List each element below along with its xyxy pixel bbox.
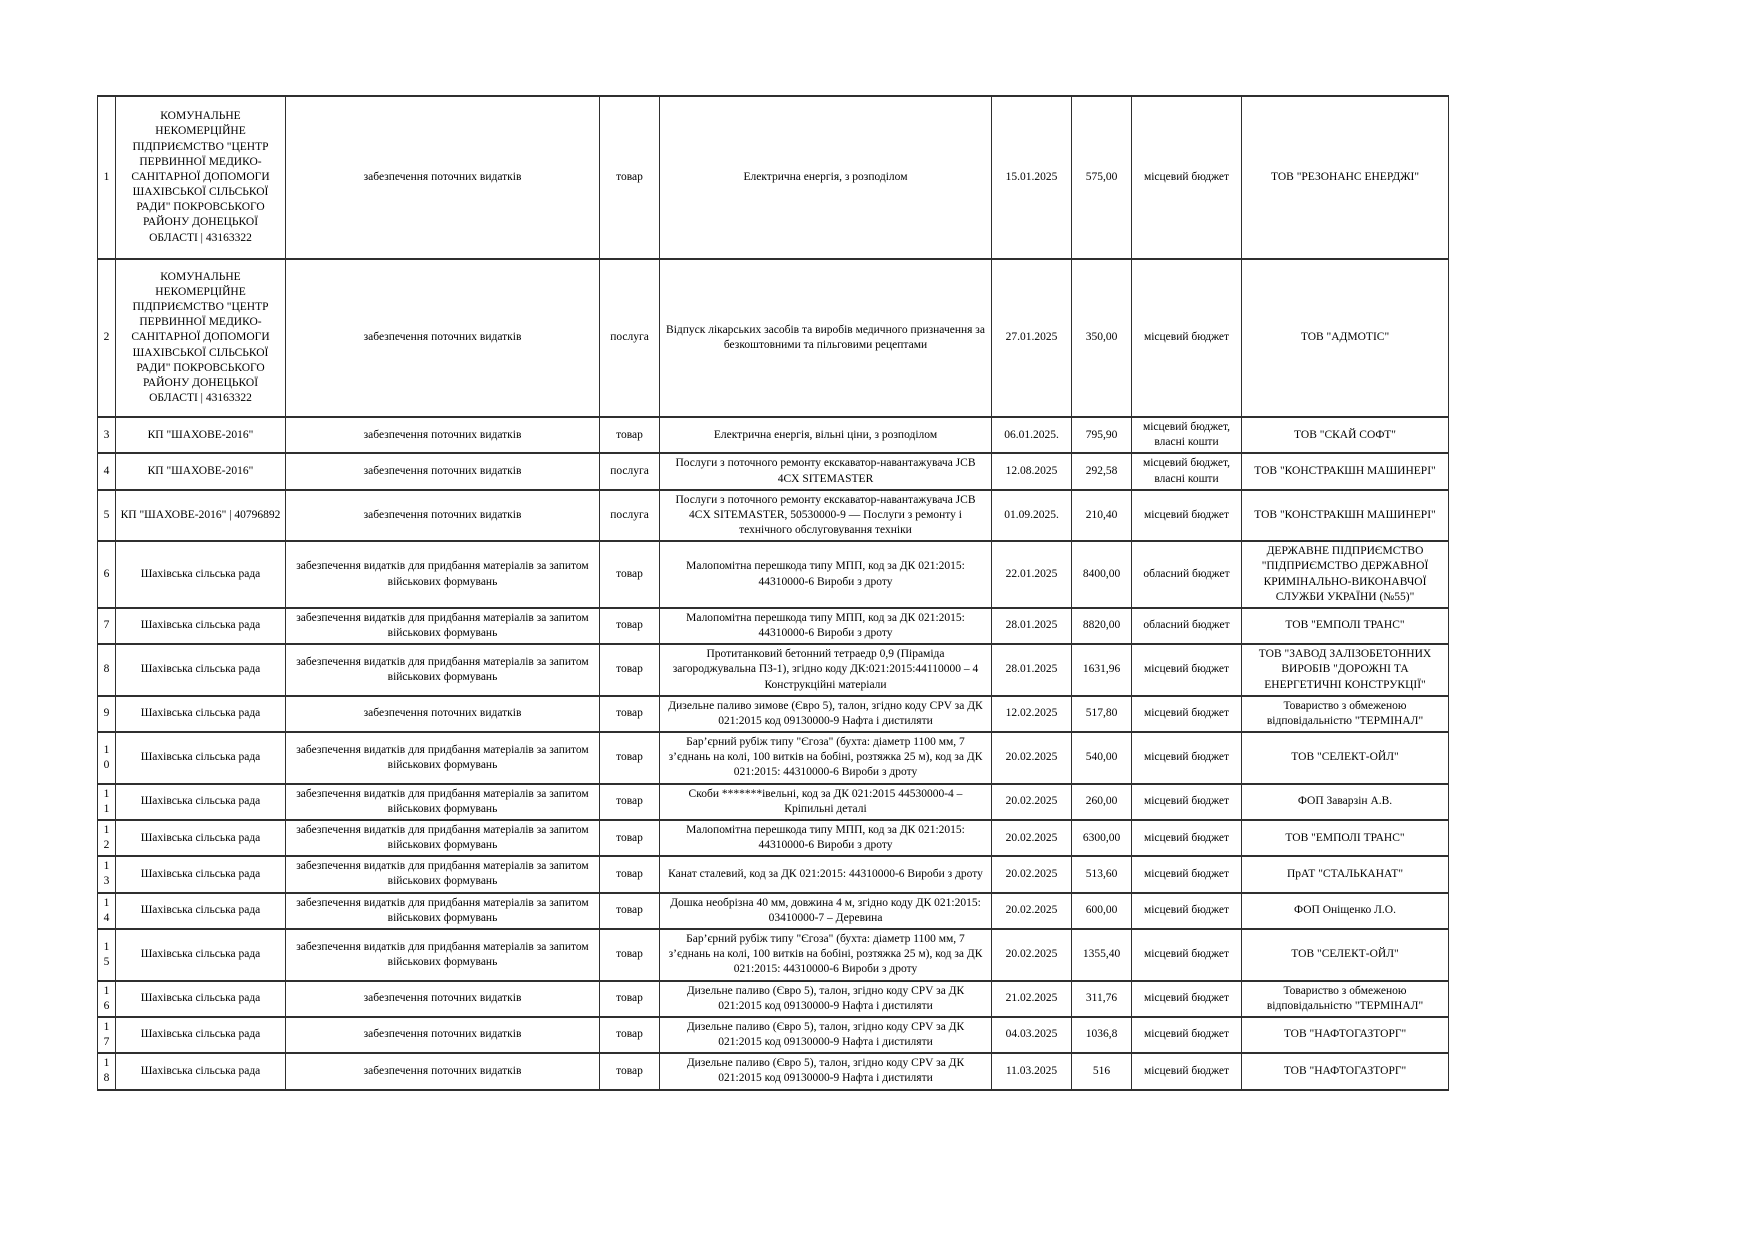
cell-amount: 8400,00 [1072,541,1132,608]
cell-type: товар [600,644,660,696]
cell-funding-source: місцевий бюджет [1132,929,1242,981]
cell-row-number: 12 [98,820,116,856]
cell-date: 20.02.2025 [992,893,1072,929]
cell-description: Скоби *******івельні, код за ДК 021:2015 44530000-4 – Кріпильні деталі [660,784,992,820]
cell-purpose: забезпечення видатків для придбання матеріалів за запитом військових формувань [286,784,600,820]
cell-type: товар [600,696,660,732]
cell-type: товар [600,608,660,644]
cell-supplier: ТОВ "КОНСТРАКШН МАШИНЕРІ" [1242,453,1449,489]
cell-row-number: 4 [98,453,116,489]
cell-organization: Шахівська сільська рада [116,893,286,929]
cell-date: 20.02.2025 [992,929,1072,981]
table-row [98,856,1449,892]
cell-supplier: ТОВ "ЕМПОЛІ ТРАНС" [1242,608,1449,644]
cell-supplier: ТОВ "СКАЙ СОФТ" [1242,417,1449,453]
cell-organization: КП "ШАХОВЕ-2016" [116,417,286,453]
cell-amount: 540,00 [1072,732,1132,784]
cell-supplier: ТОВ "КОНСТРАКШН МАШИНЕРІ" [1242,490,1449,542]
cell-supplier: ТОВ "АДМОТІС" [1242,259,1449,417]
cell-funding-source: місцевий бюджет [1132,1017,1242,1053]
cell-purpose: забезпечення видатків для придбання матеріалів за запитом військових формувань [286,929,600,981]
cell-type: товар [600,1017,660,1053]
cell-amount: 517,80 [1072,696,1132,732]
cell-amount: 6300,00 [1072,820,1132,856]
cell-row-number: 8 [98,644,116,696]
cell-row-number: 16 [98,981,116,1017]
cell-row-number: 18 [98,1053,116,1089]
cell-supplier: ДЕРЖАВНЕ ПІДПРИЄМСТВО "ПІДПРИЄМСТВО ДЕРЖАВНОЇ КРИМІНАЛЬНО-ВИКОНАВЧОЇ СЛУЖБИ УКРАЇНИ (№55)" [1242,541,1449,608]
cell-purpose: забезпечення видатків для придбання матеріалів за запитом військових формувань [286,732,600,784]
cell-description: Послуги з поточного ремонту екскаватор-навантажувача JCB 4CX SITEMASTER, 50530000-9 — Послуги з ремонту і технічного обслуговування техніки [660,490,992,542]
cell-date: 28.01.2025 [992,644,1072,696]
cell-row-number: 3 [98,417,116,453]
cell-row-number: 1 [98,96,116,259]
cell-organization: Шахівська сільська рада [116,644,286,696]
cell-date: 11.03.2025 [992,1053,1072,1089]
cell-type: послуга [600,490,660,542]
cell-funding-source: обласний бюджет [1132,541,1242,608]
cell-funding-source: місцевий бюджет [1132,981,1242,1017]
cell-description: Дизельне паливо (Євро 5), талон, згідно коду CPV за ДК 021:2015 код 09130000-9 Нафта і дистиляти [660,1053,992,1089]
cell-date: 22.01.2025 [992,541,1072,608]
cell-amount: 1036,8 [1072,1017,1132,1053]
table-row [98,732,1449,784]
cell-description: Електрична енергія, вільні ціни, з розподілом [660,417,992,453]
cell-supplier: ТОВ "ЗАВОД ЗАЛІЗОБЕТОННИХ ВИРОБІВ "ДОРОЖНІ ТА ЕНЕРГЕТИЧНІ КОНСТРУКЦІЇ" [1242,644,1449,696]
cell-purpose: забезпечення поточних видатків [286,259,600,417]
cell-purpose: забезпечення поточних видатків [286,981,600,1017]
expenditures-table [97,95,1449,1091]
cell-amount: 292,58 [1072,453,1132,489]
cell-supplier: ТОВ "РЕЗОНАНС ЕНЕРДЖІ" [1242,96,1449,259]
cell-type: товар [600,541,660,608]
cell-type: товар [600,981,660,1017]
cell-date: 15.01.2025 [992,96,1072,259]
cell-row-number: 10 [98,732,116,784]
cell-organization: Шахівська сільська рада [116,1053,286,1089]
cell-date: 28.01.2025 [992,608,1072,644]
cell-amount: 260,00 [1072,784,1132,820]
cell-date: 12.02.2025 [992,696,1072,732]
cell-amount: 600,00 [1072,893,1132,929]
cell-description: Відпуск лікарських засобів та виробів медичного призначення за безкоштовними та пільговими рецептами [660,259,992,417]
cell-supplier: ТОВ "ЕМПОЛІ ТРАНС" [1242,820,1449,856]
cell-type: послуга [600,259,660,417]
cell-supplier: ТОВ "СЕЛЕКТ-ОЙЛ" [1242,732,1449,784]
table-row [98,696,1449,732]
cell-purpose: забезпечення поточних видатків [286,490,600,542]
cell-purpose: забезпечення поточних видатків [286,417,600,453]
table-row [98,541,1449,608]
cell-organization: КП "ШАХОВЕ-2016" | 40796892 [116,490,286,542]
cell-amount: 350,00 [1072,259,1132,417]
cell-row-number: 5 [98,490,116,542]
cell-organization: Шахівська сільська рада [116,820,286,856]
table-row [98,608,1449,644]
cell-type: товар [600,929,660,981]
cell-type: товар [600,417,660,453]
cell-purpose: забезпечення видатків для придбання матеріалів за запитом військових формувань [286,644,600,696]
cell-row-number: 17 [98,1017,116,1053]
cell-date: 20.02.2025 [992,732,1072,784]
table-row [98,490,1449,542]
cell-organization: Шахівська сільська рада [116,784,286,820]
cell-amount: 513,60 [1072,856,1132,892]
cell-date: 12.08.2025 [992,453,1072,489]
cell-purpose: забезпечення поточних видатків [286,1017,600,1053]
cell-organization: Шахівська сільська рада [116,541,286,608]
cell-funding-source: місцевий бюджет [1132,820,1242,856]
cell-organization: Шахівська сільська рада [116,856,286,892]
cell-description: Канат сталевий, код за ДК 021:2015: 44310000-6 Вироби з дроту [660,856,992,892]
cell-organization: Шахівська сільська рада [116,981,286,1017]
cell-organization: КОМУНАЛЬНЕ НЕКОМЕРЦІЙНЕ ПІДПРИЄМСТВО "ЦЕНТР ПЕРВИННОЇ МЕДИКО-САНІТАРНОЇ ДОПОМОГИ ШАХІВСЬКОЇ СІЛЬСЬКОЇ РАДИ" ПОКРОВСЬКОГО РАЙОНУ ДОНЕЦЬКОЇ ОБЛАСТІ | 43163322 [116,96,286,259]
table-row [98,820,1449,856]
cell-row-number: 13 [98,856,116,892]
table-row [98,784,1449,820]
cell-purpose: забезпечення видатків для придбання матеріалів за запитом військових формувань [286,893,600,929]
cell-funding-source: місцевий бюджет, власні кошти [1132,417,1242,453]
cell-funding-source: місцевий бюджет [1132,644,1242,696]
cell-organization: Шахівська сільська рада [116,929,286,981]
cell-funding-source: місцевий бюджет [1132,696,1242,732]
cell-amount: 1355,40 [1072,929,1132,981]
cell-organization: Шахівська сільська рада [116,732,286,784]
cell-type: товар [600,856,660,892]
cell-row-number: 15 [98,929,116,981]
cell-funding-source: місцевий бюджет [1132,893,1242,929]
cell-supplier: ТОВ "НАФТОГАЗТОРГ" [1242,1017,1449,1053]
cell-date: 21.02.2025 [992,981,1072,1017]
cell-purpose: забезпечення поточних видатків [286,696,600,732]
table-row [98,929,1449,981]
cell-type: товар [600,732,660,784]
cell-date: 20.02.2025 [992,856,1072,892]
table-row [98,981,1449,1017]
cell-row-number: 9 [98,696,116,732]
cell-description: Бар’єрний рубіж типу "Єгоза" (бухта: діаметр 1100 мм, 7 з’єднань на колі, 100 витків на бобіні, розтяжка 25 м), код за ДК 021:2015: 44310000-6 Вироби з дроту [660,732,992,784]
cell-type: послуга [600,453,660,489]
cell-funding-source: місцевий бюджет [1132,856,1242,892]
cell-purpose: забезпечення поточних видатків [286,453,600,489]
cell-date: 27.01.2025 [992,259,1072,417]
cell-description: Бар’єрний рубіж типу "Єгоза" (бухта: діаметр 1100 мм, 7 з’єднань на колі, 100 витків на бобіні, розтяжка 25 м), код за ДК 021:2015: 44310000-6 Вироби з дроту [660,929,992,981]
table-row [98,644,1449,696]
cell-date: 01.09.2025. [992,490,1072,542]
cell-description: Малопомітна перешкода типу МПП, код за ДК 021:2015: 44310000-6 Вироби з дроту [660,541,992,608]
cell-purpose: забезпечення видатків для придбання матеріалів за запитом військових формувань [286,608,600,644]
cell-type: товар [600,893,660,929]
table-row [98,1053,1449,1089]
cell-funding-source: місцевий бюджет, власні кошти [1132,453,1242,489]
cell-funding-source: місцевий бюджет [1132,96,1242,259]
cell-type: товар [600,820,660,856]
cell-date: 20.02.2025 [992,820,1072,856]
table-row [98,417,1449,453]
cell-description: Малопомітна перешкода типу МПП, код за ДК 021:2015: 44310000-6 Вироби з дроту [660,820,992,856]
cell-organization: Шахівська сільська рада [116,608,286,644]
cell-organization: КОМУНАЛЬНЕ НЕКОМЕРЦІЙНЕ ПІДПРИЄМСТВО "ЦЕНТР ПЕРВИННОЇ МЕДИКО-САНІТАРНОЇ ДОПОМОГИ ШАХІВСЬКОЇ СІЛЬСЬКОЇ РАДИ" ПОКРОВСЬКОГО РАЙОНУ ДОНЕЦЬКОЇ ОБЛАСТІ | 43163322 [116,259,286,417]
cell-funding-source: місцевий бюджет [1132,784,1242,820]
cell-date: 04.03.2025 [992,1017,1072,1053]
table-row [98,259,1449,417]
cell-supplier: ТОВ "НАФТОГАЗТОРГ" [1242,1053,1449,1089]
cell-type: товар [600,96,660,259]
cell-supplier: ТОВ "СЕЛЕКТ-ОЙЛ" [1242,929,1449,981]
cell-purpose: забезпечення поточних видатків [286,96,600,259]
cell-supplier: ПрАТ "СТАЛЬКАНАТ" [1242,856,1449,892]
cell-purpose: забезпечення поточних видатків [286,1053,600,1089]
cell-description: Дошка необрізна 40 мм, довжина 4 м, згідно коду ДК 021:2015: 03410000-7 – Деревина [660,893,992,929]
cell-description: Протитанковий бетонний тетраедр 0,9 (Піраміда загороджувальна ПЗ-1), згідно коду ДК:021:2015:44110000 – 4 Конструкційні матеріали [660,644,992,696]
cell-purpose: забезпечення видатків для придбання матеріалів за запитом військових формувань [286,541,600,608]
cell-date: 06.01.2025. [992,417,1072,453]
cell-amount: 8820,00 [1072,608,1132,644]
table-row [98,96,1449,259]
cell-row-number: 6 [98,541,116,608]
cell-amount: 795,90 [1072,417,1132,453]
cell-organization: Шахівська сільська рада [116,696,286,732]
cell-type: товар [600,784,660,820]
cell-funding-source: місцевий бюджет [1132,490,1242,542]
cell-amount: 210,40 [1072,490,1132,542]
table-row [98,1017,1449,1053]
cell-supplier: ФОП Заварзін А.В. [1242,784,1449,820]
cell-organization: Шахівська сільська рада [116,1017,286,1053]
cell-funding-source: місцевий бюджет [1132,732,1242,784]
cell-supplier: ФОП Оніщенко Л.О. [1242,893,1449,929]
cell-date: 20.02.2025 [992,784,1072,820]
cell-description: Дизельне паливо (Євро 5), талон, згідно коду CPV за ДК 021:2015 код 09130000-9 Нафта і дистиляти [660,1017,992,1053]
cell-amount: 311,76 [1072,981,1132,1017]
cell-purpose: забезпечення видатків для придбання матеріалів за запитом військових формувань [286,820,600,856]
cell-description: Послуги з поточного ремонту екскаватор-навантажувача JCB 4CX SITEMASTER [660,453,992,489]
table-row [98,453,1449,489]
cell-funding-source: обласний бюджет [1132,608,1242,644]
cell-funding-source: місцевий бюджет [1132,1053,1242,1089]
cell-description: Дизельне паливо зимове (Євро 5), талон, згідно коду CPV за ДК 021:2015 код 09130000-9 Нафта і дистиляти [660,696,992,732]
table-body [98,96,1449,1090]
cell-row-number: 2 [98,259,116,417]
cell-amount: 575,00 [1072,96,1132,259]
cell-amount: 1631,96 [1072,644,1132,696]
cell-description: Дизельне паливо (Євро 5), талон, згідно коду CPV за ДК 021:2015 код 09130000-9 Нафта і дистиляти [660,981,992,1017]
cell-row-number: 7 [98,608,116,644]
cell-type: товар [600,1053,660,1089]
cell-purpose: забезпечення видатків для придбання матеріалів за запитом військових формувань [286,856,600,892]
cell-supplier: Товариство з обмеженою відповідальністю "ТЕРМІНАЛ" [1242,696,1449,732]
cell-organization: КП "ШАХОВЕ-2016" [116,453,286,489]
cell-amount: 516 [1072,1053,1132,1089]
cell-funding-source: місцевий бюджет [1132,259,1242,417]
cell-description: Електрична енергія, з розподілом [660,96,992,259]
table-row [98,893,1449,929]
cell-description: Малопомітна перешкода типу МПП, код за ДК 021:2015: 44310000-6 Вироби з дроту [660,608,992,644]
cell-supplier: Товариство з обмеженою відповідальністю "ТЕРМІНАЛ" [1242,981,1449,1017]
cell-row-number: 14 [98,893,116,929]
cell-row-number: 11 [98,784,116,820]
